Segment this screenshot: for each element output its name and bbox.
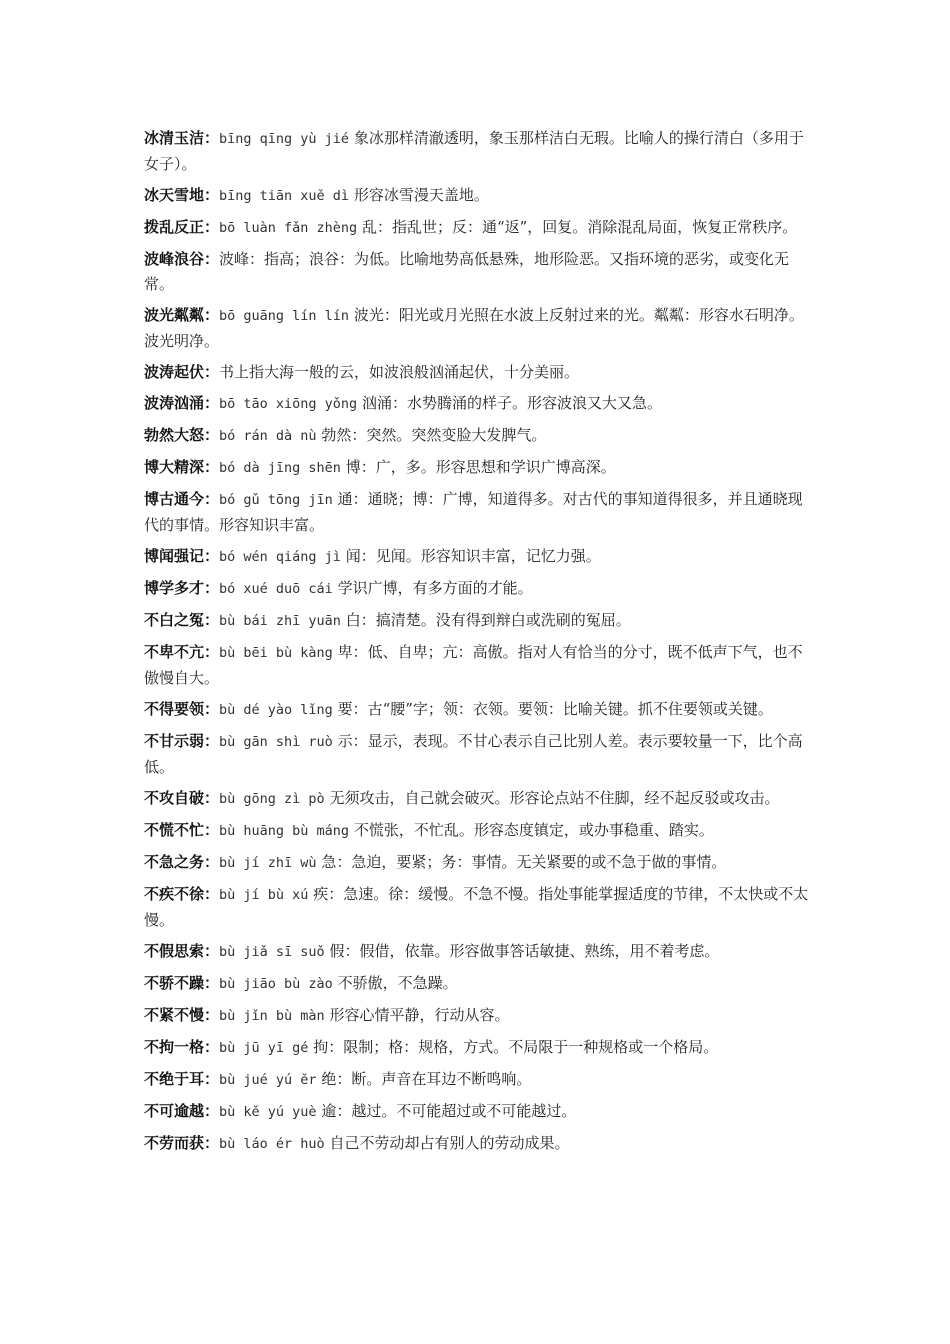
- idiom-entry: [144, 882, 814, 933]
- idiom-entry: [144, 183, 814, 209]
- idiom-definition: 学识广博，有多方面的才能。: [337, 579, 533, 597]
- idiom-entry: [144, 423, 814, 449]
- idiom-definition: 波光：阳光或月光照在水波上反射过来的光。粼粼：形容水石明净。波光明净。: [144, 306, 804, 350]
- idiom-definition: 逾：越过。不可能超过或不可能越过。: [321, 1102, 577, 1120]
- idiom-definition: 绝：断。声音在耳边不断鸣响。: [321, 1070, 532, 1088]
- idiom-pinyin: bù jué yú ěr: [219, 1072, 317, 1088]
- idiom-pinyin: bù huāng bù máng: [219, 823, 350, 839]
- idiom-term: 不骄不躁：: [144, 974, 220, 992]
- idiom-pinyin: bó xué duō cái: [219, 581, 333, 597]
- idiom-term: 不慌不忙：: [144, 821, 220, 839]
- idiom-pinyin: bō tāo xiōng yǒng: [219, 396, 358, 412]
- idiom-entry: [144, 544, 814, 570]
- idiom-list: [144, 126, 814, 1163]
- idiom-pinyin: bīng qīng yù jié: [219, 131, 350, 147]
- idiom-term: 不可逾越：: [144, 1102, 220, 1120]
- idiom-term: 不急之务：: [144, 853, 220, 871]
- idiom-pinyin: bù jǐn bù màn: [219, 1008, 325, 1024]
- idiom-term: 博古通今：: [144, 490, 220, 508]
- idiom-pinyin: bó gǔ tōng jīn: [219, 492, 333, 508]
- idiom-entry: [144, 1131, 814, 1157]
- idiom-term: 拨乱反正：: [144, 218, 220, 236]
- idiom-entry: [144, 1067, 814, 1093]
- idiom-definition: 象冰那样清澈透明，象玉那样洁白无瑕。比喻人的操行清白（多用于女子）。: [144, 129, 804, 173]
- idiom-entry: [144, 576, 814, 602]
- idiom-entry: [144, 697, 814, 723]
- idiom-definition: 勃然：突然。突然变脸大发脾气。: [321, 426, 547, 444]
- idiom-term: 冰清玉洁：: [144, 129, 220, 147]
- idiom-pinyin: bù jū yī gé: [219, 1040, 309, 1056]
- idiom-term: 波涛起伏：: [144, 363, 220, 381]
- idiom-entry: [144, 360, 814, 385]
- idiom-pinyin: bù jí bù xú: [219, 887, 309, 903]
- idiom-entry: [144, 303, 814, 354]
- idiom-definition: 形容冰雪漫天盖地。: [353, 186, 489, 204]
- idiom-pinyin: bō guāng lín lín: [219, 308, 350, 324]
- idiom-pinyin: bó rán dà nù: [219, 428, 317, 444]
- idiom-entry: [144, 391, 814, 417]
- idiom-definition: 不骄傲，不急躁。: [337, 974, 458, 992]
- idiom-term: 波峰浪谷：: [144, 250, 220, 268]
- idiom-entry: [144, 1035, 814, 1061]
- idiom-pinyin: bù gōng zì pò: [219, 791, 325, 807]
- idiom-definition: 书上指大海一般的云，如波浪般汹涌起伏，十分美丽。: [219, 363, 580, 381]
- idiom-definition: 形容心情平静，行动从容。: [329, 1006, 510, 1024]
- idiom-definition: 乱：指乱世；反：通“返”，回复。消除混乱局面，恢复正常秩序。: [361, 218, 798, 236]
- idiom-definition: 白：搞清楚。没有得到辩白或洗刷的冤屈。: [345, 611, 631, 629]
- idiom-pinyin: bù jiāo bù zào: [219, 976, 333, 992]
- idiom-pinyin: bō luàn fǎn zhèng: [219, 220, 358, 236]
- idiom-pinyin: bù gān shì ruò: [219, 734, 333, 750]
- idiom-entry: [144, 487, 814, 538]
- idiom-entry: [144, 640, 814, 691]
- idiom-definition: 不慌张，不忙乱。形容态度镇定，或办事稳重、踏实。: [353, 821, 714, 839]
- idiom-term: 波光粼粼：: [144, 306, 220, 324]
- idiom-term: 波涛汹涌：: [144, 394, 220, 412]
- idiom-entry: [144, 729, 814, 780]
- idiom-entry: [144, 939, 814, 965]
- idiom-entry: [144, 1099, 814, 1125]
- idiom-entry: [144, 126, 814, 177]
- idiom-entry: [144, 971, 814, 997]
- idiom-term: 不绝于耳：: [144, 1070, 220, 1088]
- idiom-pinyin: bù bái zhī yuān: [219, 613, 341, 629]
- idiom-entry: [144, 608, 814, 634]
- idiom-term: 不攻自破：: [144, 789, 220, 807]
- idiom-definition: 急：急迫，要紧；务：事情。无关紧要的或不急于做的事情。: [321, 853, 727, 871]
- idiom-definition: 通：通晓；博：广博，知道得多。对古代的事知道得很多，并且通晓现代的事情。形容知识丰富。: [144, 490, 803, 534]
- idiom-definition: 疾：急速。徐：缓慢。不急不慢。指处事能掌握适度的节律，不太快或不太慢。: [144, 885, 809, 929]
- idiom-entry: [144, 818, 814, 844]
- idiom-pinyin: bù kě yú yuè: [219, 1104, 317, 1120]
- idiom-term: 不白之冤：: [144, 611, 220, 629]
- idiom-entry: [144, 1003, 814, 1029]
- idiom-term: 不甘示弱：: [144, 732, 220, 750]
- idiom-definition: 自己不劳动却占有别人的劳动成果。: [329, 1134, 570, 1152]
- idiom-definition: 博：广，多。形容思想和学识广博高深。: [345, 458, 616, 476]
- idiom-pinyin: bó wén qiáng jì: [219, 549, 341, 565]
- idiom-term: 不劳而获：: [144, 1134, 220, 1152]
- idiom-entry: [144, 215, 814, 241]
- idiom-definition: 示：显示，表现。不甘心表示自己比别人差。表示要较量一下，比个高低。: [144, 732, 803, 776]
- idiom-definition: 卑：低、自卑；亢：高傲。指对人有恰当的分寸，既不低声下气，也不傲慢自大。: [144, 643, 803, 687]
- idiom-term: 不疾不徐：: [144, 885, 220, 903]
- idiom-pinyin: bù dé yào lǐng: [219, 702, 333, 718]
- idiom-definition: 汹涌：水势腾涌的样子。形容波浪又大又急。: [361, 394, 662, 412]
- idiom-definition: 拘：限制；格：规格，方式。不局限于一种规格或一个格局。: [313, 1038, 719, 1056]
- idiom-pinyin: bù jí zhī wù: [219, 855, 317, 871]
- idiom-term: 博学多才：: [144, 579, 220, 597]
- idiom-pinyin: bù jiǎ sī suǒ: [219, 944, 325, 960]
- idiom-term: 博大精深：: [144, 458, 220, 476]
- idiom-term: 不假思索：: [144, 942, 220, 960]
- idiom-entry: [144, 455, 814, 481]
- idiom-term: 不拘一格：: [144, 1038, 220, 1056]
- idiom-pinyin: bīng tiān xuě dì: [219, 188, 350, 204]
- idiom-term: 冰天雪地：: [144, 186, 220, 204]
- idiom-term: 不得要领：: [144, 700, 220, 718]
- idiom-entry: [144, 247, 814, 297]
- idiom-term: 不紧不慢：: [144, 1006, 220, 1024]
- idiom-pinyin: bù láo ér huò: [219, 1136, 325, 1152]
- idiom-entry: [144, 786, 814, 812]
- idiom-definition: 假：假借，依靠。形容做事答话敏捷、熟练，用不着考虑。: [329, 942, 720, 960]
- idiom-term: 博闻强记：: [144, 547, 220, 565]
- idiom-entry: [144, 850, 814, 876]
- idiom-term: 不卑不亢：: [144, 643, 220, 661]
- idiom-definition: 无须攻击，自己就会破灭。形容论点站不住脚，经不起反驳或攻击。: [329, 789, 780, 807]
- idiom-definition: 闻：见闻。形容知识丰富，记忆力强。: [345, 547, 601, 565]
- idiom-term: 勃然大怒：: [144, 426, 220, 444]
- idiom-definition: 要：古“腰”字；领：衣领。要领：比喻关键。抓不住要领或关键。: [337, 700, 773, 718]
- idiom-pinyin: bó dà jīng shēn: [219, 460, 341, 476]
- idiom-definition: 波峰：指高；浪谷：为低。比喻地势高低悬殊，地形险恶。又指环境的恶劣，或变化无常。: [144, 250, 790, 293]
- idiom-pinyin: bù bēi bù kàng: [219, 645, 333, 661]
